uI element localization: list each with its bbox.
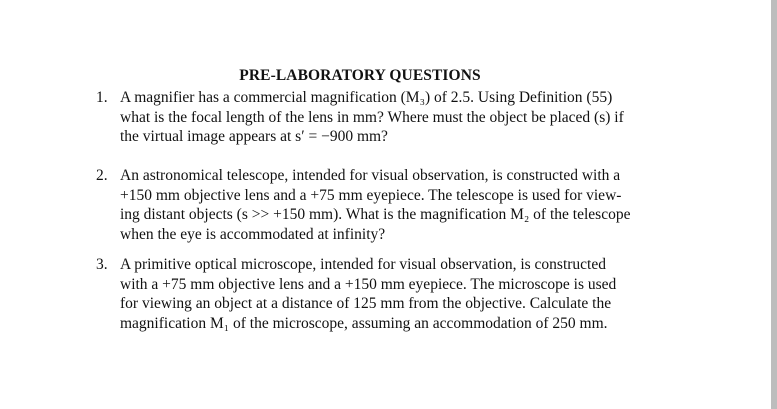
question-line: for viewing an object at a distance of 125 mm from the objective. Calculate the: [120, 295, 612, 312]
question-line: what is the focal length of the lens in mm? Where must the object be placed (s) if: [120, 108, 624, 126]
question-line: An astronomical telescope, intended for visual observation, is constructed with a: [120, 167, 621, 184]
question-line: A magnifier has a commercial magnification (M₃) of 2.5. Using Definition (55): [120, 89, 613, 106]
question-text: [120, 166, 676, 244]
question-number: 3.: [96, 256, 108, 273]
question-line: with a +75 mm objective lens and a +150 mm eyepiece. The microscope is used: [120, 275, 617, 293]
question-line: when the eye is accommodated at infinity?: [120, 225, 386, 243]
question-text: [120, 88, 676, 147]
question-number: 1.: [96, 89, 108, 106]
page-title: PRE-LABORATORY QUESTIONS: [239, 67, 481, 84]
question-line: the virtual image appears at s′ = −900 mm?: [120, 128, 388, 145]
question-number: 2.: [96, 167, 108, 184]
question-line: ing distant objects (s >> +150 mm). What is the magnification M₂ of the telescope: [120, 206, 631, 223]
page-edge-divider: [771, 0, 777, 409]
question-line: A primitive optical microscope, intended for visual observation, is constructed: [120, 256, 606, 273]
question-line: magnification M₁ of the microscope, assuming an accommodation of 250 mm.: [120, 314, 608, 332]
question-text: [120, 255, 676, 333]
question-line: +150 mm objective lens and a +75 mm eyepiece. The telescope is used for view-: [120, 186, 622, 204]
